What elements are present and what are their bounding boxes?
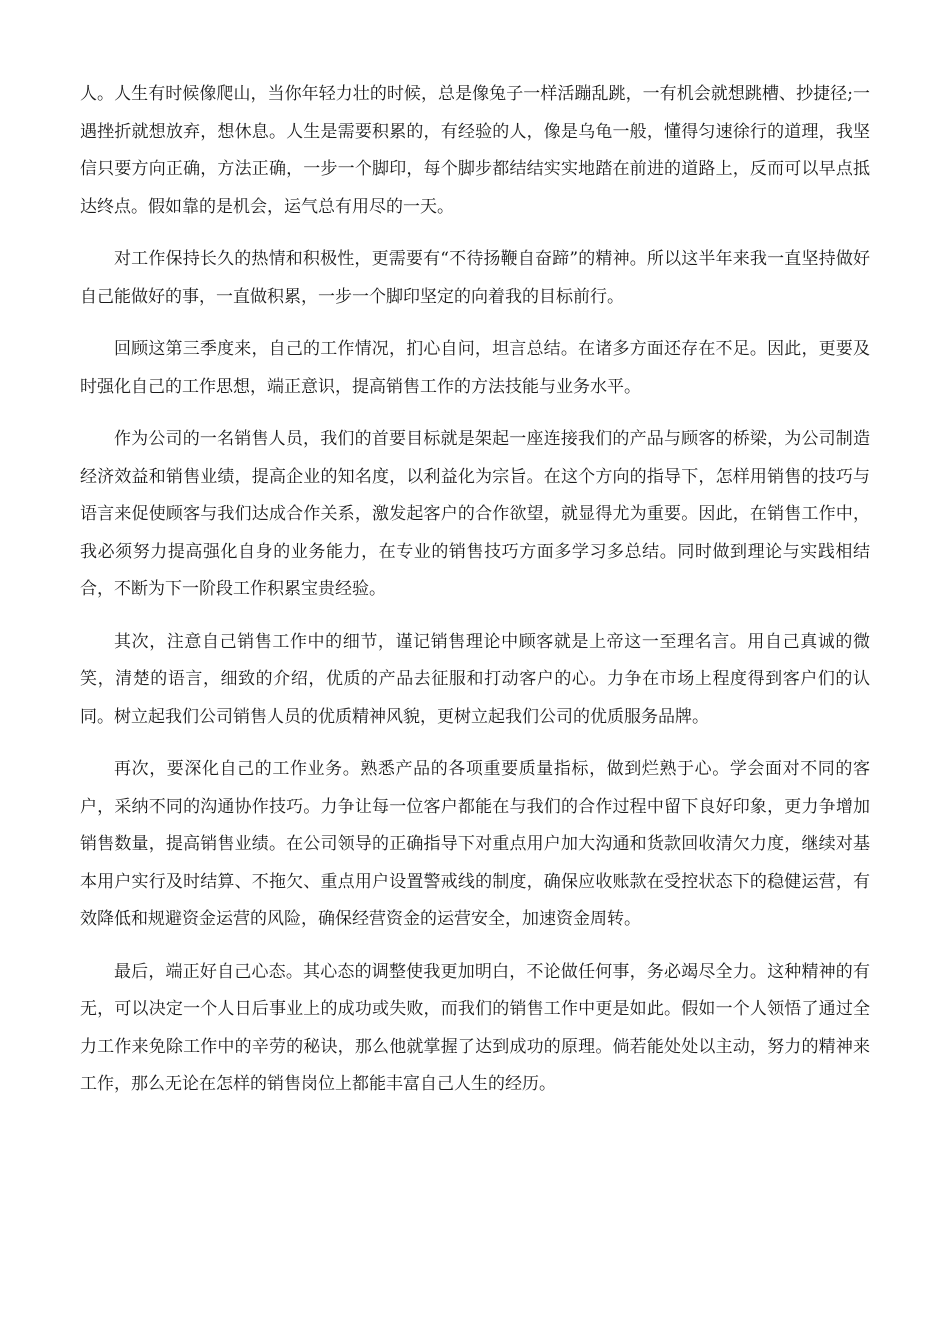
paragraph-sales-goal: 作为公司的一名销售人员，我们的首要目标就是架起一座连接我们的产品与顾客的桥梁，为公司制造经济效益和销售业绩，提高企业的知名度，以利益化为宗旨。在这个方向的指导下，怎样用销售的技巧与语言来促使顾客与我们达成合作关系，激发起客户的合作欲望，就显得尤为重要。因此，在销售工作中，我必须努力提高强化自身的业务能力，在专业的销售技巧方面多学习多总结。同时做到理论与实践相结合，不断为下一阶段工作积累宝贵经验。 [80, 429, 870, 599]
document-body [80, 76, 870, 1119]
paragraph-mindset: 最后，端正好自己心态。其心态的调整使我更加明白，不论做任何事，务必竭尽全力。这种精神的有无，可以决定一个人日后事业上的成功或失败，而我们的销售工作中更是如此。假如一个人领悟了通过全力工作来免除工作中的辛劳的秘诀，那么他就掌握了达到成功的原理。倘若能处处以主动，努力的精神来工作，那么无论在怎样的销售岗位上都能丰富自己人生的经历。 [80, 961, 870, 1094]
paragraph-continuation: 人。人生有时候像爬山，当你年轻力壮的时候，总是像兔子一样活蹦乱跳，一有机会就想跳槽、抄捷径;一遇挫折就想放弃，想休息。人生是需要积累的，有经验的人，像是乌龟一般，懂得匀速徐行的道理，我坚信只要方向正确，方法正确，一步一个脚印，每个脚步都结结实实地踏在前进的道路上，反而可以早点抵达终点。假如靠的是机会，运气总有用尽的一天。 [80, 84, 870, 217]
paragraph-review: 回顾这第三季度来，自己的工作情况，扪心自问，坦言总结。在诸多方面还存在不足。因此，更要及时强化自己的工作思想，端正意识，提高销售工作的方法技能与业务水平。 [80, 339, 870, 397]
paragraph-enthusiasm: 对工作保持长久的热情和积极性，更需要有“不待扬鞭自奋蹄”的精神。所以这半年来我一直坚持做好自己能做好的事，一直做积累，一步一个脚印坚定的向着我的目标前行。 [80, 249, 870, 307]
paragraph-details: 其次，注意自己销售工作中的细节，谨记销售理论中顾客就是上帝这一至理名言。用自己真诚的微笑，清楚的语言，细致的介绍，优质的产品去征服和打动客户的心。力争在市场上程度得到客户们的认同。树立起我们公司销售人员的优质精神风貌，更树立起我们公司的优质服务品牌。 [80, 631, 870, 727]
paragraph-business: 再次，要深化自己的工作业务。熟悉产品的各项重要质量指标，做到烂熟于心。学会面对不同的客户，采纳不同的沟通协作技巧。力争让每一位客户都能在与我们的合作过程中留下良好印象，更力争增加销售数量，提高销售业绩。在公司领导的正确指导下对重点用户加大沟通和货款回收清欠力度，继续对基本用户实行及时结算、不拖欠、重点用户设置警戒线的制度，确保应收账款在受控状态下的稳健运营，有效降低和规避资金运营的风险，确保经营资金的运营安全，加速资金周转。 [80, 759, 870, 929]
